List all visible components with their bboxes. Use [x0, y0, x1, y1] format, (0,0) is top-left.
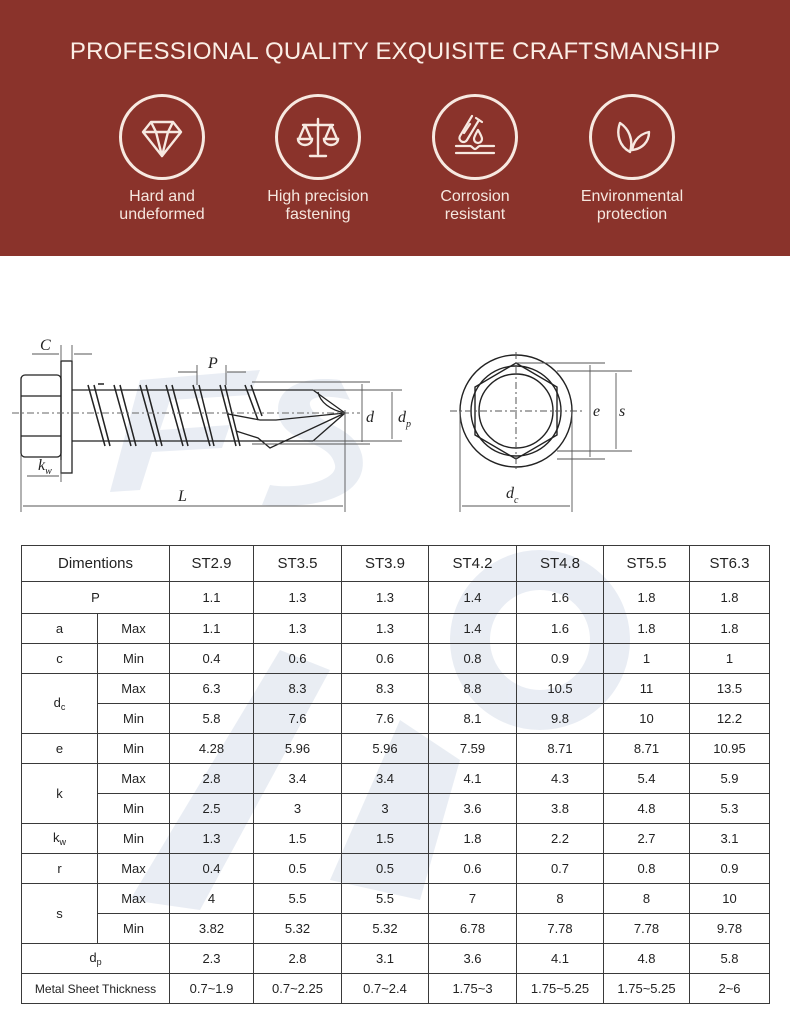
qualifier: Max — [98, 854, 170, 884]
header-dimensions: Dimentions — [22, 546, 170, 582]
qualifier: Min — [98, 794, 170, 824]
param-label: P — [22, 582, 170, 614]
cell: 8.71 — [604, 734, 690, 764]
cell: 3.82 — [170, 914, 254, 944]
cell: 0.7~1.9 — [170, 974, 254, 1004]
qualifier: Min — [98, 734, 170, 764]
table-row-a — [22, 614, 770, 644]
feature-hard — [82, 94, 242, 224]
cell: 2.3 — [170, 944, 254, 974]
cell: 3.4 — [254, 764, 342, 794]
qualifier: Min — [98, 824, 170, 854]
cell: 5.3 — [690, 794, 770, 824]
feature-label-line1: Hard and — [129, 188, 195, 205]
dim-label-kw: $k_w$ — [38, 457, 52, 477]
table-row-c — [22, 644, 770, 674]
param-label-dc: $d_c$ — [22, 674, 98, 734]
table-header-row — [22, 546, 770, 582]
dim-label-c: C — [40, 337, 51, 354]
cell: 1.3 — [170, 824, 254, 854]
cell: 7.78 — [604, 914, 690, 944]
cell: 7 — [429, 884, 517, 914]
header-col: ST6.3 — [690, 546, 770, 582]
table-row-s-max — [22, 884, 770, 914]
header-col: ST3.5 — [254, 546, 342, 582]
table-row-k-max — [22, 764, 770, 794]
cell: 8.8 — [429, 674, 517, 704]
cell: 1.8 — [604, 582, 690, 614]
header-col: ST4.2 — [429, 546, 517, 582]
cell: 1.6 — [517, 582, 604, 614]
cell: 1.3 — [342, 614, 429, 644]
table-row-metal-sheet-thickness — [22, 974, 770, 1004]
cell: 0.7~2.4 — [342, 974, 429, 1004]
cell: 7.6 — [254, 704, 342, 734]
cell: 0.9 — [517, 644, 604, 674]
cell: 5.96 — [342, 734, 429, 764]
cell: 1 — [604, 644, 690, 674]
feature-corrosion — [395, 94, 555, 224]
cell: 9.8 — [517, 704, 604, 734]
param-label: a — [22, 614, 98, 644]
param-label: Metal Sheet Thickness — [22, 974, 170, 1004]
cell: 0.7 — [517, 854, 604, 884]
dim-label-d: d — [366, 409, 374, 426]
dim-label-dp: $d_p$ — [398, 409, 411, 430]
dim-label-l: L — [178, 488, 187, 505]
cell: 4.8 — [604, 944, 690, 974]
cell: 2~6 — [690, 974, 770, 1004]
cell: 0.8 — [604, 854, 690, 884]
cell: 1.3 — [254, 614, 342, 644]
cell: 5.5 — [342, 884, 429, 914]
cell: 2.7 — [604, 824, 690, 854]
table-row-s-min — [22, 914, 770, 944]
cell: 1 — [690, 644, 770, 674]
table-row-r — [22, 854, 770, 884]
feature-label-line2: fastening — [285, 206, 351, 223]
feature-label-line1: Corrosion — [440, 188, 510, 205]
cell: 1.6 — [517, 614, 604, 644]
qualifier: Max — [98, 614, 170, 644]
dim-label-dc: $d_c$ — [506, 485, 519, 506]
cell: 3 — [342, 794, 429, 824]
cell: 1.8 — [690, 614, 770, 644]
scale-icon — [275, 94, 361, 180]
cell: 5.4 — [604, 764, 690, 794]
cell: 0.5 — [254, 854, 342, 884]
cell: 5.8 — [690, 944, 770, 974]
cell: 1.75~5.25 — [604, 974, 690, 1004]
cell: 3.4 — [342, 764, 429, 794]
cell: 8 — [604, 884, 690, 914]
cell: 2.5 — [170, 794, 254, 824]
qualifier: Min — [98, 914, 170, 944]
cell: 0.6 — [429, 854, 517, 884]
cell: 1.4 — [429, 582, 517, 614]
cell: 6.3 — [170, 674, 254, 704]
cell: 4.1 — [517, 944, 604, 974]
table-row-kw — [22, 824, 770, 854]
cell: 8.3 — [254, 674, 342, 704]
qualifier: Max — [98, 764, 170, 794]
cell: 2.8 — [170, 764, 254, 794]
cell: 8.1 — [429, 704, 517, 734]
cell: 3.8 — [517, 794, 604, 824]
qualifier: Max — [98, 674, 170, 704]
cell: 0.7~2.25 — [254, 974, 342, 1004]
cell: 3.6 — [429, 944, 517, 974]
cell: 3 — [254, 794, 342, 824]
feature-label-line1: Environmental — [580, 188, 684, 205]
table-row-p — [22, 582, 770, 614]
banner-title: PROFESSIONAL QUALITY EXQUISITE CRAFTSMANSHIP — [69, 38, 721, 65]
cell: 13.5 — [690, 674, 770, 704]
cell: 9.78 — [690, 914, 770, 944]
dimensions-table — [21, 545, 770, 1004]
feature-label-line2: resistant — [444, 206, 506, 223]
feature-label-line1: High precision — [267, 188, 369, 205]
table-row-dc-min — [22, 704, 770, 734]
header-col: ST3.9 — [342, 546, 429, 582]
dim-label-e: e — [593, 403, 601, 420]
cell: 5.8 — [170, 704, 254, 734]
cell: 4.28 — [170, 734, 254, 764]
feature-label-line2: undeformed — [119, 206, 205, 223]
qualifier: Min — [98, 704, 170, 734]
cell: 6.78 — [429, 914, 517, 944]
feature-label-line2: protection — [596, 206, 668, 223]
qualifier: Max — [98, 884, 170, 914]
table-row-k-min — [22, 794, 770, 824]
diamond-icon — [119, 94, 205, 180]
cell: 3.1 — [690, 824, 770, 854]
cell: 8.3 — [342, 674, 429, 704]
cell: 7.59 — [429, 734, 517, 764]
header-col: ST5.5 — [604, 546, 690, 582]
cell: 10 — [604, 704, 690, 734]
param-label: k — [22, 764, 98, 824]
header-col: ST2.9 — [170, 546, 254, 582]
cell: 7.78 — [517, 914, 604, 944]
param-label: r — [22, 854, 98, 884]
cell: 2.2 — [517, 824, 604, 854]
cell: 0.6 — [254, 644, 342, 674]
cell: 1.4 — [429, 614, 517, 644]
cell: 3.6 — [429, 794, 517, 824]
test-tube-drop-icon — [432, 94, 518, 180]
header-col: ST4.8 — [517, 546, 604, 582]
cell: 1.5 — [254, 824, 342, 854]
cell: 2.8 — [254, 944, 342, 974]
table-row-dp — [22, 944, 770, 974]
cell: 1.8 — [690, 582, 770, 614]
cell: 1.75~5.25 — [517, 974, 604, 1004]
cell: 7.6 — [342, 704, 429, 734]
cell: 4.8 — [604, 794, 690, 824]
table-row-e — [22, 734, 770, 764]
cell: 5.9 — [690, 764, 770, 794]
feature-precision — [238, 94, 398, 224]
cell: 0.6 — [342, 644, 429, 674]
param-label: e — [22, 734, 98, 764]
cell: 1.75~3 — [429, 974, 517, 1004]
screw-diagram — [0, 256, 790, 536]
cell: 1.3 — [342, 582, 429, 614]
cell: 4.1 — [429, 764, 517, 794]
cell: 4 — [170, 884, 254, 914]
cell: 1.3 — [254, 582, 342, 614]
cell: 1.5 — [342, 824, 429, 854]
cell: 1.8 — [604, 614, 690, 644]
cell: 5.5 — [254, 884, 342, 914]
header-banner — [0, 0, 790, 256]
cell: 0.4 — [170, 854, 254, 884]
cell: 4.3 — [517, 764, 604, 794]
qualifier: Min — [98, 644, 170, 674]
cell: 3.1 — [342, 944, 429, 974]
cell: 0.5 — [342, 854, 429, 884]
cell: 5.32 — [254, 914, 342, 944]
cell: 12.2 — [690, 704, 770, 734]
param-label-dp: $d_p$ — [22, 944, 170, 974]
cell: 10.5 — [517, 674, 604, 704]
param-label-kw: $k_w$ — [22, 824, 98, 854]
feature-environmental — [552, 94, 712, 224]
leaves-icon — [589, 94, 675, 180]
cell: 1.1 — [170, 582, 254, 614]
dim-label-p: P — [208, 355, 218, 372]
cell: 11 — [604, 674, 690, 704]
table-row-dc-max — [22, 674, 770, 704]
cell: 0.9 — [690, 854, 770, 884]
cell: 0.8 — [429, 644, 517, 674]
param-label: s — [22, 884, 98, 944]
param-label: c — [22, 644, 98, 674]
cell: 8.71 — [517, 734, 604, 764]
cell: 10 — [690, 884, 770, 914]
cell: 5.96 — [254, 734, 342, 764]
cell: 8 — [517, 884, 604, 914]
cell: 10.95 — [690, 734, 770, 764]
cell: 5.32 — [342, 914, 429, 944]
cell: 0.4 — [170, 644, 254, 674]
cell: 1.1 — [170, 614, 254, 644]
dim-label-s: s — [619, 403, 626, 420]
cell: 1.8 — [429, 824, 517, 854]
